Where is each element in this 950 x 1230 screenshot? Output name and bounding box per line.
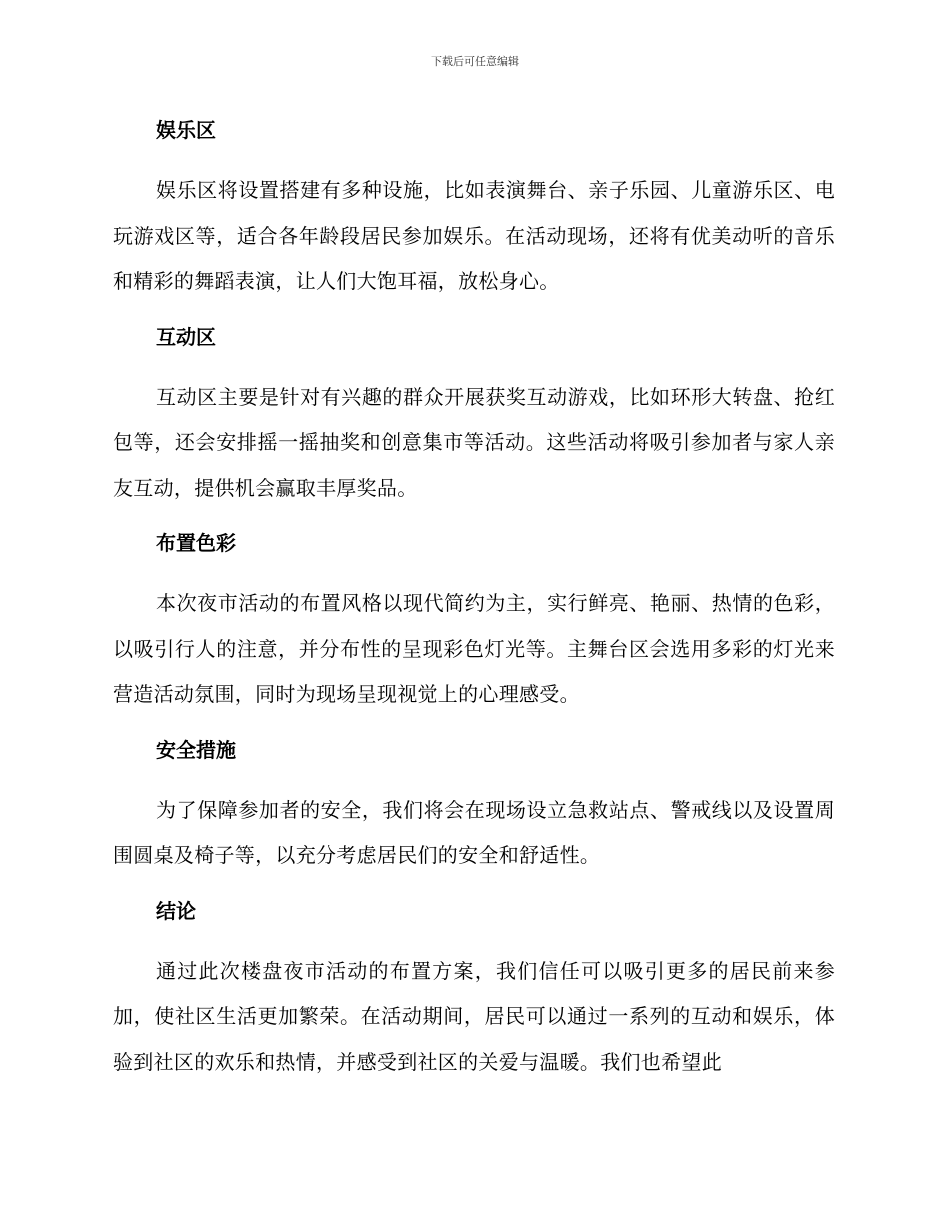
section-heading-safety: 安全措施	[156, 737, 236, 762]
page-header-note: 下载后可任意编辑	[431, 55, 519, 68]
section-paragraph-interaction: 互动区主要是针对有兴趣的群众开展获奖互动游戏，比如环形大转盘、抢红包等，还会安排摇一摇抽奖和创意集市等活动。这些活动将吸引参加者与家人亲友互动，提供机会赢取丰厚奖品。	[113, 384, 835, 500]
section-paragraph-conclusion: 通过此次楼盘夜市活动的布置方案，我们信任可以吸引更多的居民前来参加，使社区生活更加繁荣。在活动期间，居民可以通过一系列的互动和娱乐，体验到社区的欢乐和热情，并感受到社区的关爱与温暖。我们也希望此	[113, 958, 835, 1074]
section-paragraph-safety: 为了保障参加者的安全，我们将会在现场设立急救站点、警戒线以及设置周围圆桌及椅子等，以充分考虑居民们的安全和舒适性。	[113, 797, 835, 867]
section-paragraph-entertainment: 娱乐区将设置搭建有多种设施，比如表演舞台、亲子乐园、儿童游乐区、电玩游戏区等，适合各年龄段居民参加娱乐。在活动现场，还将有优美动听的音乐和精彩的舞蹈表演，让人们大饱耳福，放松身心。	[113, 178, 835, 293]
document-body	[113, 112, 835, 1099]
section-heading-interaction: 互动区	[156, 324, 216, 349]
section-heading-color-scheme: 布置色彩	[156, 531, 236, 555]
section-heading-entertainment: 娱乐区	[156, 118, 216, 142]
section-paragraph-color-scheme: 本次夜市活动的布置风格以现代简约为主，实行鲜亮、艳丽、热情的色彩，以吸引行人的注意，并分布性的呈现彩色灯光等。主舞台区会选用多彩的灯光来营造活动氛围，同时为现场呈现视觉上的心理感受。	[113, 591, 835, 706]
section-heading-conclusion: 结论	[156, 898, 196, 923]
